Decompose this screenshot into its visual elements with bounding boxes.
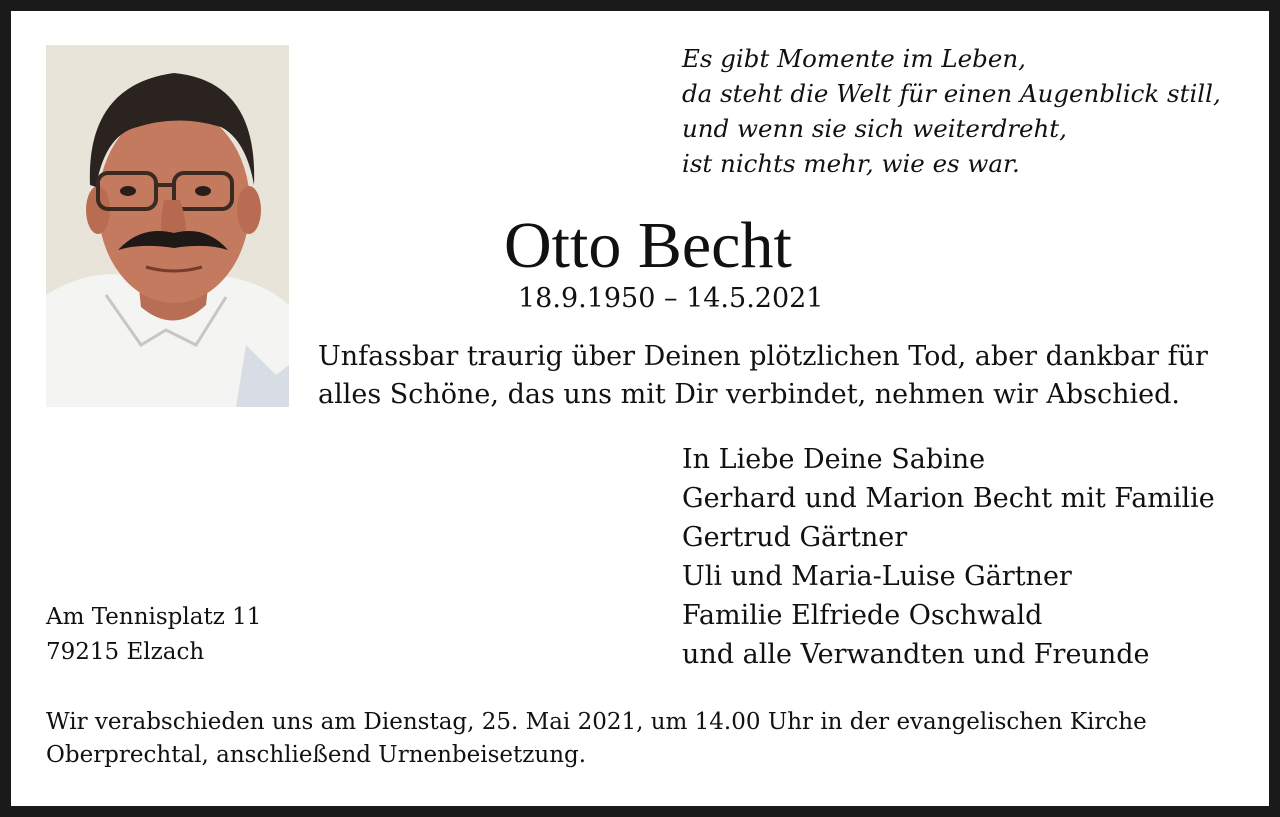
mourners-list: [682, 440, 1215, 674]
mourner: Uli und Maria-Luise Gärtner: [682, 561, 1072, 592]
mourner: Gerhard und Marion Becht mit Familie: [682, 483, 1215, 514]
service-line: Oberprechtal, anschließend Urnenbeisetzung.: [46, 742, 587, 768]
deceased-name: Otto Becht: [504, 209, 792, 282]
address-city: 79215 Elzach: [46, 639, 205, 665]
poem-line: und wenn sie sich weiterdreht,: [682, 114, 1067, 143]
poem-line: da steht die Welt für einen Augenblick still,: [682, 79, 1221, 108]
service-line: Wir verabschieden uns am Dienstag, 25. Mai 2021, um 14.00 Uhr in der evangelischen Kirche: [46, 709, 1147, 735]
obituary-card: [11, 11, 1269, 806]
message-line: Unfassbar traurig über Deinen plötzlichen Tod, aber dankbar für: [318, 341, 1208, 372]
mourner: Familie Elfriede Oschwald: [682, 600, 1043, 631]
mourner: Gertrud Gärtner: [682, 522, 908, 553]
poem-line: Es gibt Momente im Leben,: [682, 44, 1026, 73]
portrait-photo: [46, 45, 289, 407]
service-info: [46, 706, 1147, 772]
poem-line: ist nichts mehr, wie es war.: [682, 149, 1020, 178]
address-street: Am Tennisplatz 11: [46, 604, 262, 630]
life-dates: 18.9.1950 – 14.5.2021: [518, 283, 824, 314]
family-address: [46, 600, 261, 670]
mourner: und alle Verwandten und Freunde: [682, 639, 1150, 670]
mourner: In Liebe Deine Sabine: [682, 444, 986, 475]
farewell-message: [318, 338, 1258, 414]
memorial-poem: [682, 41, 1221, 181]
message-line: alles Schöne, das uns mit Dir verbindet, nehmen wir Abschied.: [318, 379, 1180, 410]
